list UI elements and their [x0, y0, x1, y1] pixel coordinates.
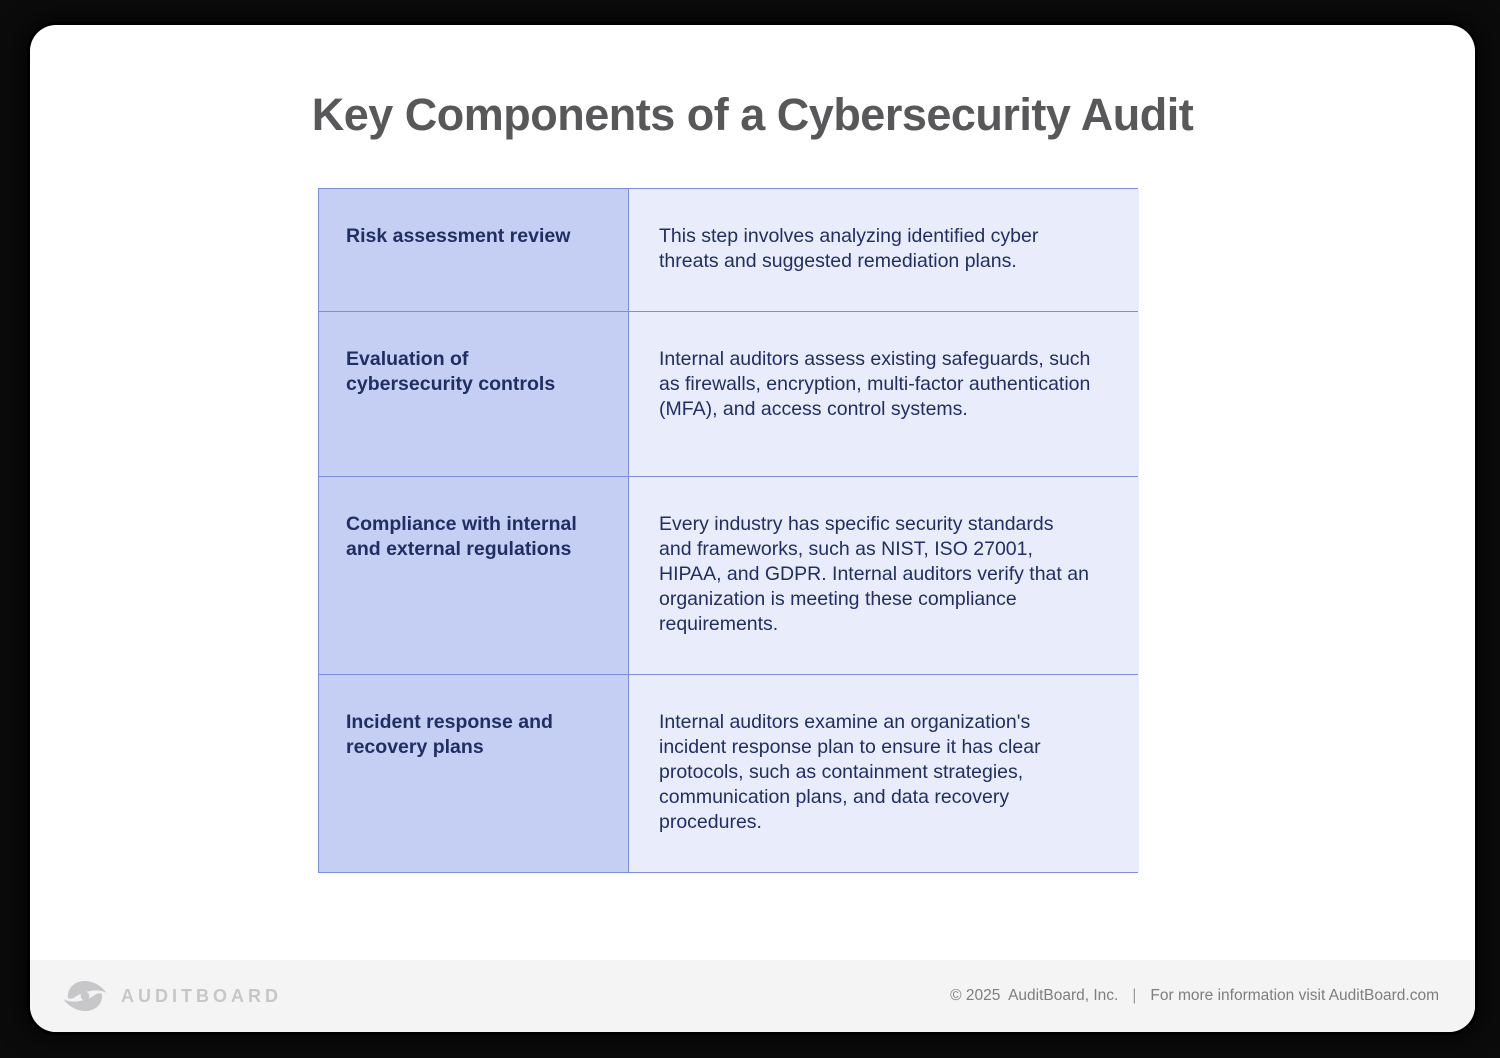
row-label-cell: Evaluation of cybersecurity controls	[319, 312, 629, 476]
document-page	[30, 25, 1475, 1032]
table-row	[319, 189, 1137, 311]
components-table	[318, 188, 1138, 873]
footer	[30, 960, 1475, 1032]
footer-info	[950, 987, 1439, 1005]
table-row	[319, 674, 1137, 872]
row-description-cell: Internal auditors examine an organization's incident response plan to ensure it has clear protocols, such as containment strategies, communication plans, and data recovery procedures.	[629, 675, 1139, 872]
copyright-text: © 2025 AuditBoard, Inc.	[950, 987, 1119, 1004]
table-row	[319, 311, 1137, 476]
row-label-cell: Compliance with internal and external regulations	[319, 477, 629, 674]
page-title: Key Components of a Cybersecurity Audit	[311, 89, 1194, 140]
row-description-cell: This step involves analyzing identified cyber threats and suggested remediation plans.	[629, 189, 1139, 311]
table-row	[319, 476, 1137, 674]
footer-separator: |	[1132, 987, 1137, 1004]
row-label-cell: Risk assessment review	[319, 189, 629, 311]
row-description-cell: Internal auditors assess existing safeguards, such as firewalls, encryption, multi-factor authentication (MFA), and access control systems.	[629, 312, 1139, 476]
row-label-cell: Incident response and recovery plans	[319, 675, 629, 872]
auditboard-wordmark: AUDITBOARD	[121, 985, 282, 1006]
row-description-cell: Every industry has specific security standards and frameworks, such as NIST, ISO 27001, HIPAA, and GDPR. Internal auditors verify that an organization is meeting these compliance requirements.	[629, 477, 1139, 674]
auditboard-eye-icon	[62, 978, 108, 1014]
auditboard-logo	[62, 978, 282, 1014]
footer-link-text: For more information visit AuditBoard.com	[1150, 987, 1439, 1004]
